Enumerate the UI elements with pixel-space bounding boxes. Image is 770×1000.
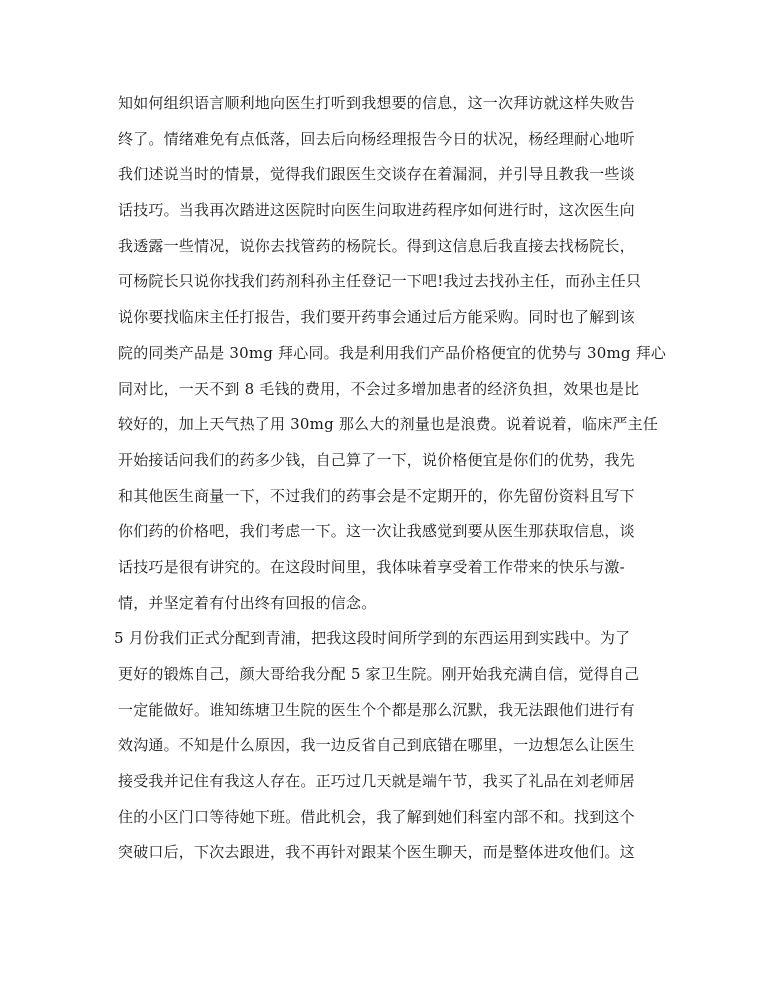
text-line: 住的小区门口等待她下班。借此机会，我了解到她们科室内部不和。找到这个 [118, 807, 635, 826]
text-line: 终了。情绪难免有点低落，回去后向杨经理报告今日的状况，杨经理耐心地听 [118, 129, 635, 148]
text-line: 我透露一些情况，说你去找管药的杨院长。得到这信息后我直接去找杨院长， [118, 236, 635, 255]
text-line: 可杨院长只说你找我们药剂科孙主任登记一下吧!我过去找孙主任，而孙主任只 [118, 272, 642, 291]
text-line: 话技巧是很有讲究的。在这段时间里，我体味着享受着工作带来的快乐与激- [118, 557, 625, 576]
text-line: 5 月份我们正式分配到青浦，把我这段时间所学到的东西运用到实践中。为了 [114, 629, 631, 648]
text-line: 说你要找临床主任打报告，我们要开药事会通过后方能采购。同时也了解到该 [118, 308, 635, 327]
text-line: 话技巧。当我再次踏进这医院时向医生问取进药程序如何进行时，这次医生向 [118, 201, 635, 220]
text-line: 开始接话问我们的药多少钱，自己算了一下，说价格便宜是你们的优势，我先 [118, 450, 635, 469]
text-line: 我们述说当时的情景，觉得我们跟医生交谈存在着漏洞，并引导且教我一些谈 [118, 165, 635, 184]
text-line: 知如何组织语言顺利地向医生打听到我想要的信息，这一次拜访就这样失败告 [118, 94, 635, 112]
text-line: 效沟通。不知是什么原因，我一边反省自己到底错在哪里，一边想怎么让医生 [118, 736, 635, 755]
text-line: 和其他医生商量一下，不过我们的药事会是不定期开的，你先留份资料且写下 [118, 486, 635, 505]
text-line: 一定能做好。谁知练塘卫生院的医生个个都是那么沉默，我无法跟他们进行有 [118, 700, 635, 719]
body-text [114, 86, 667, 871]
text-line: 你们药的价格吧，我们考虑一下。这一次让我感觉到要从医生那获取信息，谈 [118, 522, 635, 541]
text-line: 院的同类产品是 30mg 拜心同。我是利用我们产品价格便宜的优势与 30mg 拜心 [118, 343, 667, 362]
text-line: 更好的锻炼自己，颜大哥给我分配 5 家卫生院。刚开始我充满自信，觉得自己 [118, 665, 640, 683]
text-line: 突破口后，下次去跟进，我不再针对跟某个医生聊天，而是整体进攻他们。这 [118, 843, 635, 862]
text-line: 同对比，一天不到 8 毛钱的费用，不会过多增加患者的经济负担，效果也是比 [118, 379, 640, 398]
text-line: 接受我并记住有我这人存在。正巧过几天就是端午节，我买了礼品在刘老师居 [118, 772, 635, 791]
text-line: 较好的，加上天气热了用 30mg 那么大的剂量也是浪费。说着说着，临床严主任 [118, 415, 659, 434]
text-line: 情，并坚定着有付出终有回报的信念。 [118, 593, 377, 612]
